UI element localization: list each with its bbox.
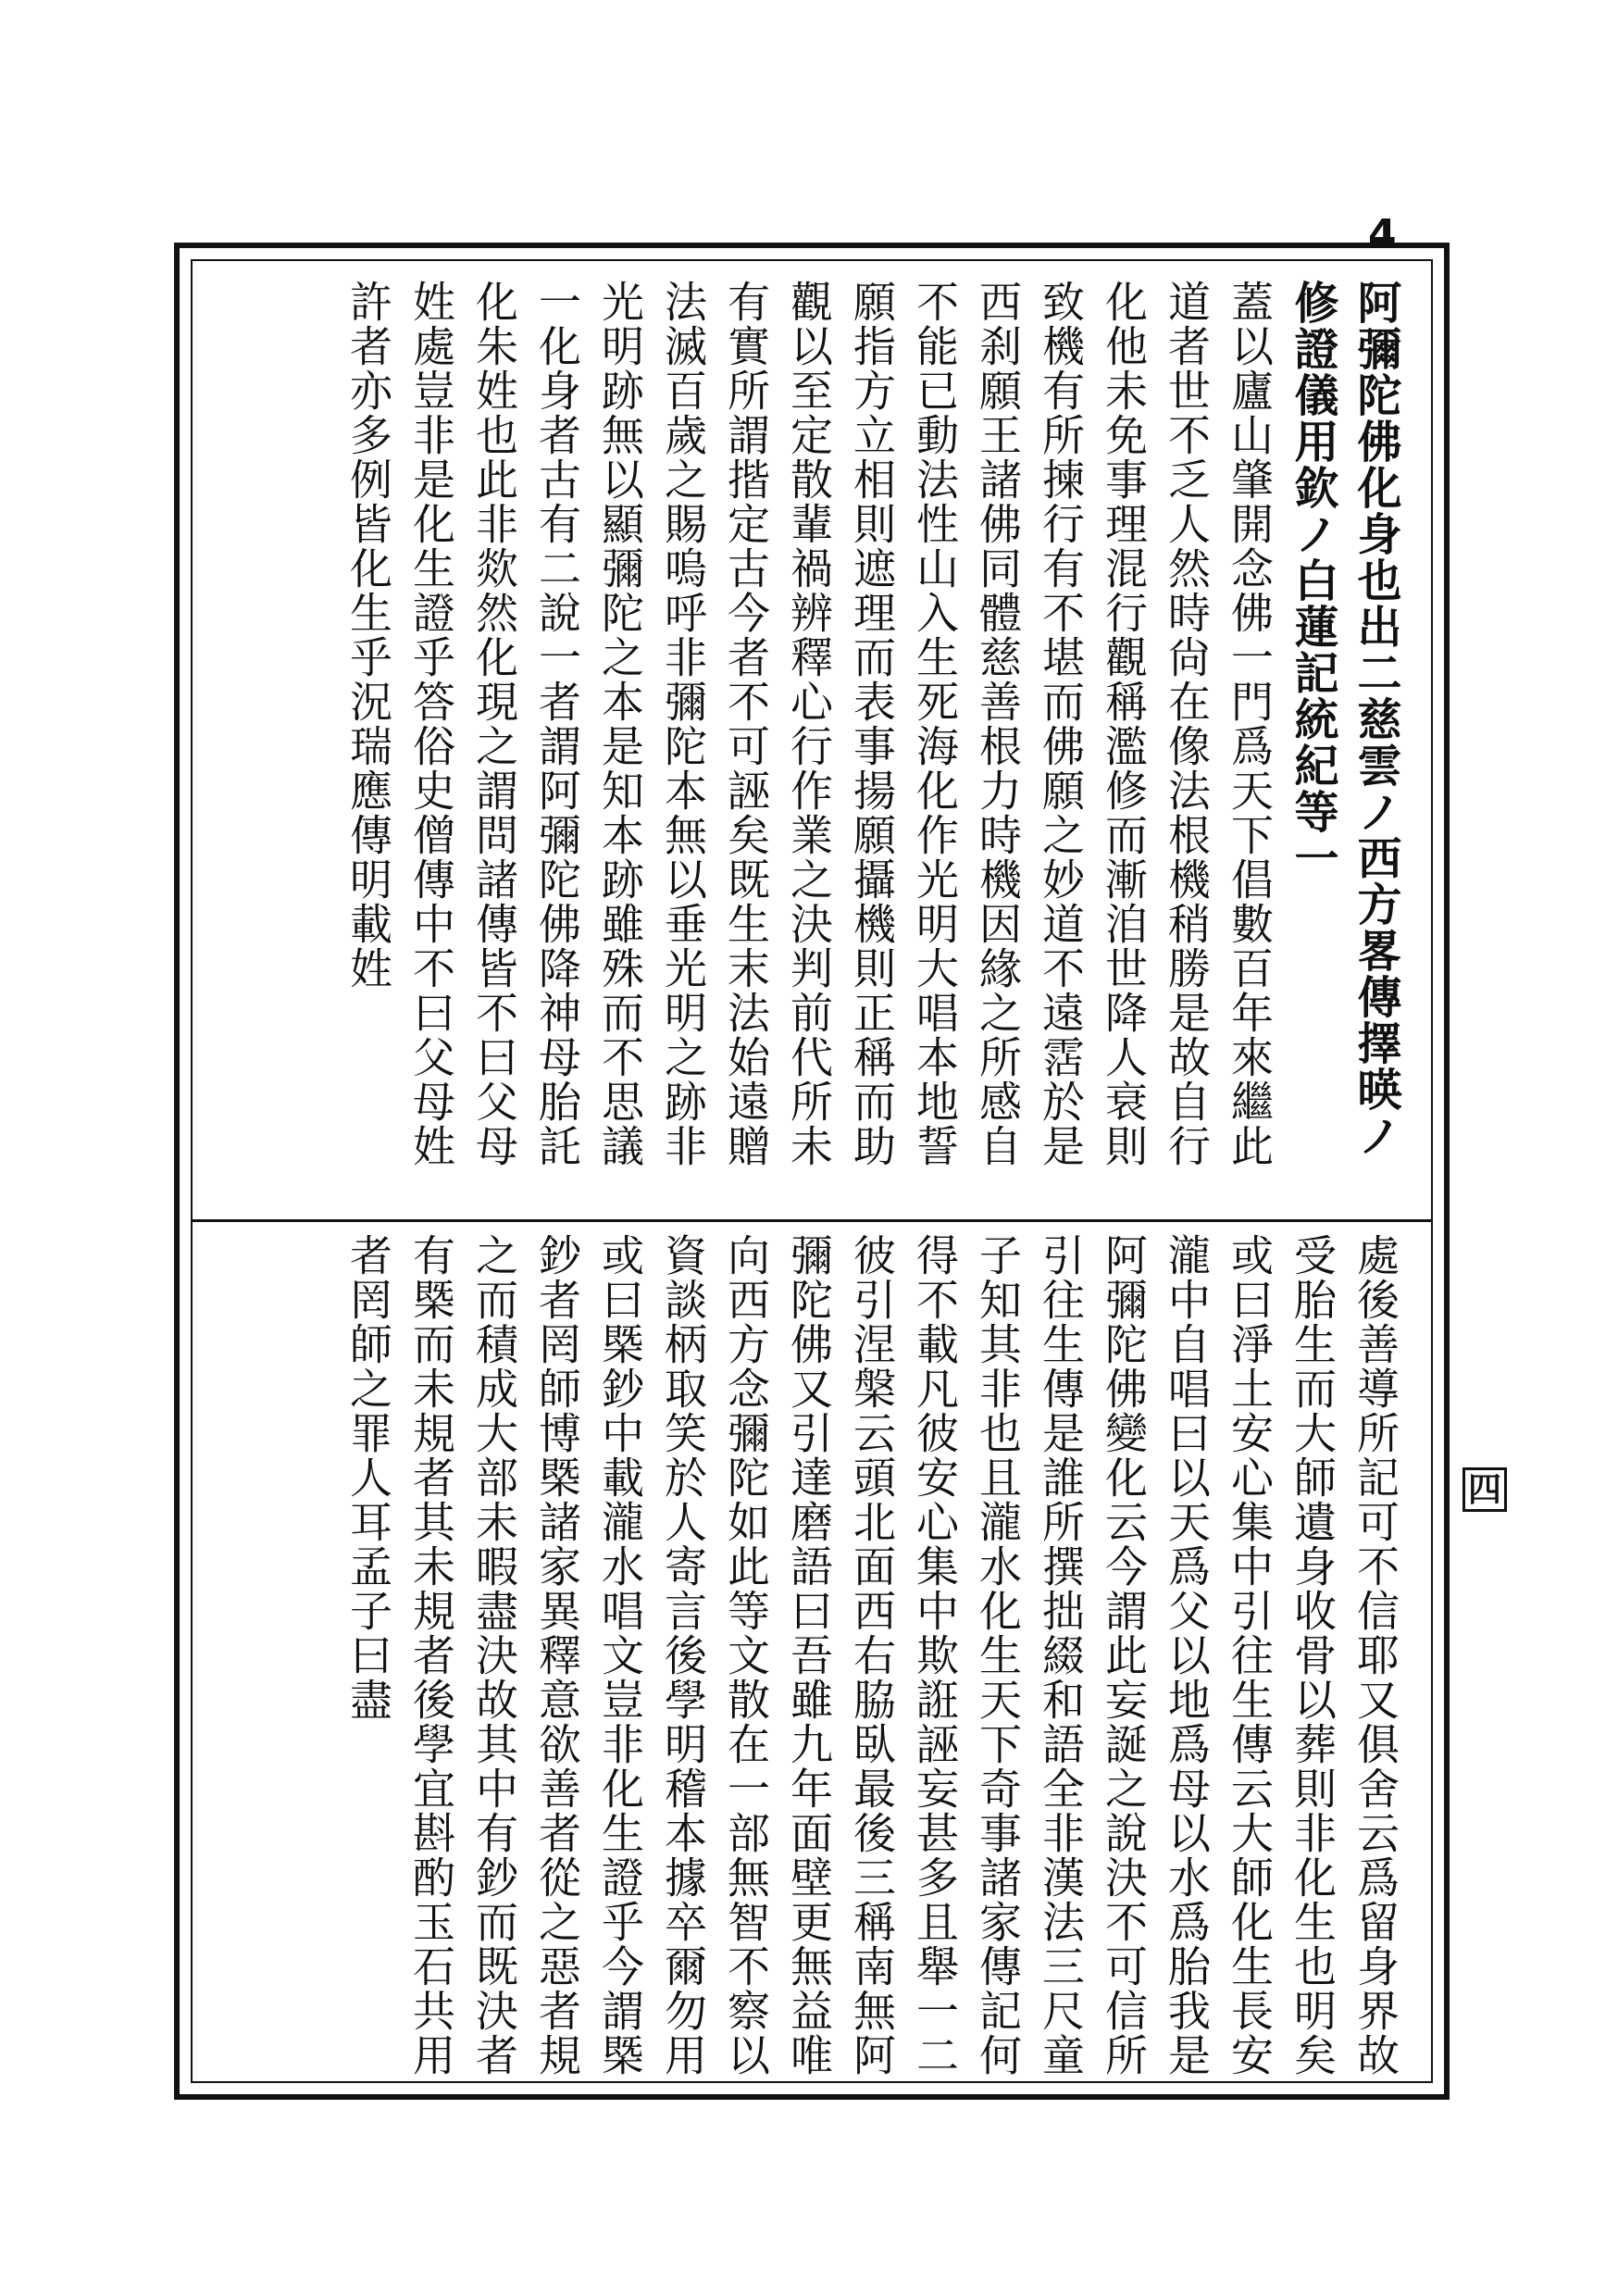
upper-vertical-text [217,280,1407,1196]
lower-text-panel [217,1233,1407,2094]
lower-vertical-text [217,1233,1407,2094]
upper-text-panel [217,280,1407,1196]
horizontal-divider [193,1219,1431,1222]
page-number-kanji: 四 [1462,1467,1507,1512]
lower-body-text: 處後善導所記可不信耶又俱舍云爲留身界故受胎生而大師遺身收骨以葬則非化生也明矣或曰淨土安心集中引往生傳云大師化生長安瀧中自唱曰以天爲父以地爲母以水爲胎我是阿彌陀佛變化云今謂此妄誕之說決不可信所引往生傳是誰所撰拙綴和語全非漢法三尺童子知其非也且瀧水化生天下奇事諸家傳記何得不載凡彼安心集中欺誑誣妄甚多且舉一二彼引涅槃云頭北面西右脇臥最後三稱南無阿彌陀佛又引達磨語曰吾雖九年面壁更無益唯向西方念彌陀如此等文散在一部無智不察以資談柄取笑於人寄言後學明稽本據卒爾勿用或曰槩鈔中載瀧水唱文豈非化生證乎今謂槩鈔者罔師博槩諸家異釋意欲善者從之惡者規之而積成大部未暇盡決故其中有鈔而既決者有槩而未規者其未規者後學宜斟酌玉石共用者罔師之罪人耳孟子曰盡 [343,1233,1400,2078]
upper-body-text: 蓋以廬山肇開念佛一門爲天下倡數百年來繼此道者世不乏人然時尙在像法根機稍勝是故自行化他未免事理混行觀稱濫修而漸洎世降人衰則致機有所揀行有不堪而佛願之妙道不遠霑於是西刹願王諸佛同體慈善根力時機因緣之所感自不能已動法性山入生死海化作光明大唱本地誓願指方立相則遮理而表事揚願攝機則正稱而助觀以至定散輩禍辨釋心行作業之決判前代所未有實所謂揩定古今者不可誣矣既生末法始遠贈法滅百歲之賜嗚呼非彌陀本無以垂光明之跡非光明跡無以顯彌陀之本是知本跡雖殊而不思議一化身者古有二說一者謂阿彌陀佛降神母胎託化朱姓也此非欻然化現之謂問諸傳皆不曰父母姓處豈非是化生證乎答俗史僧傳中不曰父母姓許者亦多例皆化生乎況瑞應傳明載姓 [343,280,1275,1168]
text-frame [174,243,1450,2100]
page-number: 4 [1368,211,1397,258]
section-heading: 阿彌陀佛化身也出二慈雲ノ西方畧傳擇暎ノ修證儀用欽ノ白蓮記統紀等一 [1287,280,1401,1159]
inner-border [191,259,1433,2083]
